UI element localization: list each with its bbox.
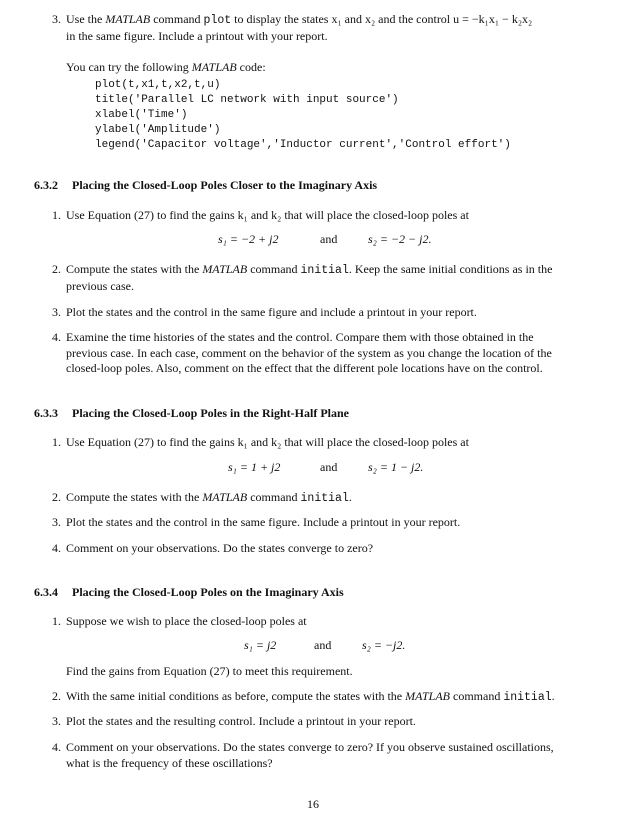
equation-poles: s₁ = −2 + j2 and s₂ = −2 − j2. — [218, 232, 432, 246]
page-number: 16 — [307, 797, 319, 811]
item-number: 3. — [52, 12, 61, 26]
document-page: 3. Use the MATLAB command plot to display the states x₁ and x₂ and the control u = −k₁x₁ − k₂x₂ in the same figure. Include a printout with your report. You can try the following MATLAB code: plot(t,x1,t,x2,t,u) title('Parallel LC network with input source') xlabel('Time') ylabel('Amplitude') legend('Capacitor voltage','Inductor current','Control effort') 6.3.2 Placing the Closed-Loop Poles Closer to the Imaginary Axis 1. Use Equation (27) to find the gains k₁ and k₂ that will place the closed-loop poles at s₁ = −2 + j2 and s₂ = −2 − j2. 2. Compute the states with the MATLAB command initial. Keep the same initial conditions as in the previous case. 3. Plot the states and the control in the same figure and include a printout in your report. 4. Examine the time histories of the states and the control. Compare them with those obtained in the previous case. In each case, comment on the behavior of the system as you change the location of the closed-loop poles. Also, comment on the effect that the different pole locations have on the control. 6.3.3 Placing the Closed-Loop Poles in the Right-Half Plane 1. Use Equation (27) to find the gains k₁ and k₂ that will place the closed-loop poles at s₁ = 1 + j2 and s₂ = 1 − j2. 2. Compute the states with the MATLAB command initial. 3. Plot the states and the control in the same figure. Include a printout in your report. 4. Comment on your observations. Do the states converge to zero? 6.3.4 Placing the Closed-Loop Poles on the Imaginary Axis 1. Suppose we wish to place the closed-loop poles at s₁ = j2 and s₂ = −j2. Find the gains from Equation (27) to meet this requirement. 2. With the same initial conditions as before, compute the states with the MATLAB command initial. 3. Plot the states and the resulting control. Include a printout in your report. 4. Comment on your observations. Do the states converge to zero? If you observe sustained oscillations, what is the frequency of these oscillations? 16 — [0, 0, 626, 817]
code-line: ylabel('Amplitude') — [95, 124, 221, 136]
code-line: legend('Capacitor voltage','Inductor current','Control effort') — [95, 139, 511, 151]
code-line: title('Parallel LC network with input source') — [95, 94, 399, 106]
item-text: Use the MATLAB command plot to display the states x₁ and x₂ and the control u = −k₁x₁ − k₂x₂ in the same figure. Include a printout with your report. — [66, 12, 533, 43]
equation-poles: s₁ = 1 + j2 and s₂ = 1 − j2. — [228, 460, 424, 474]
code-line: plot(t,x1,t,x2,t,u) — [95, 79, 221, 91]
equation-poles: s₁ = j2 and s₂ = −j2. — [244, 638, 406, 652]
matlab-code-block — [95, 78, 511, 153]
code-intro-text: You can try the following MATLAB code: — [66, 60, 266, 74]
section-heading-6-3-2: 6.3.2 Placing the Closed-Loop Poles Closer to the Imaginary Axis — [34, 178, 378, 192]
code-line: xlabel('Time') — [95, 109, 188, 121]
item-continuation: Find the gains from Equation (27) to meet this requirement. — [66, 664, 353, 678]
section-heading-6-3-4: 6.3.4 Placing the Closed-Loop Poles on the Imaginary Axis — [34, 585, 344, 599]
section-heading-6-3-3: 6.3.3 Placing the Closed-Loop Poles in the Right-Half Plane — [34, 406, 349, 420]
